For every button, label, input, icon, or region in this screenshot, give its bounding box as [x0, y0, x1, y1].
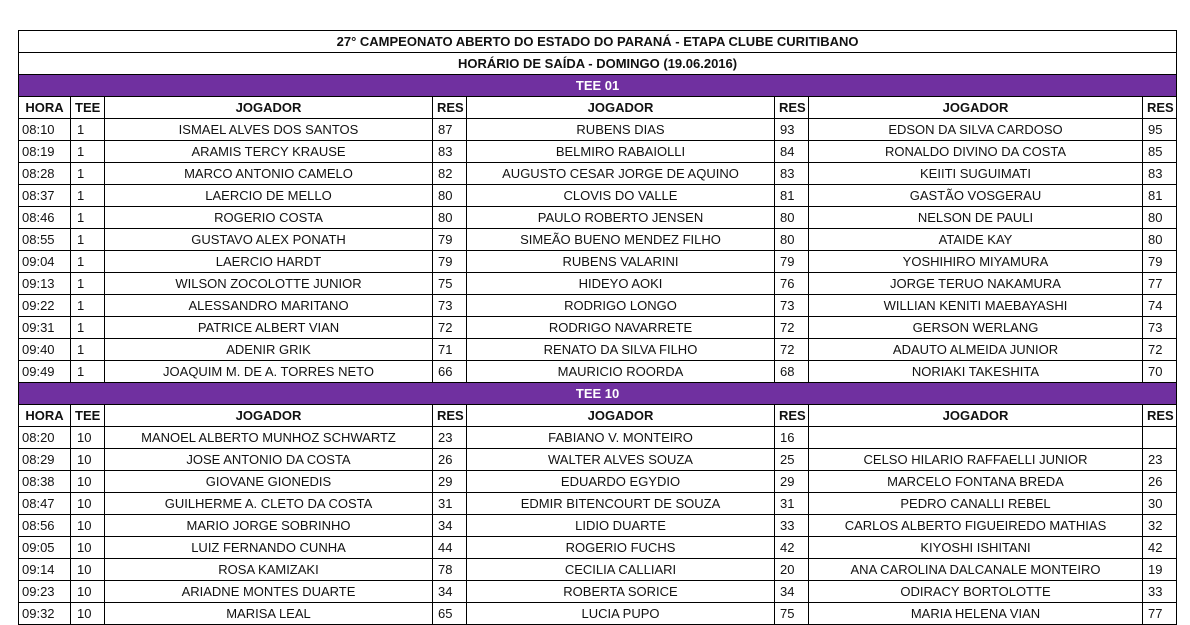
player-1-cell: LAERCIO HARDT	[105, 251, 433, 273]
result-2-cell: 80	[775, 229, 809, 251]
player-2-cell: CLOVIS DO VALLE	[467, 185, 775, 207]
page-subtitle: HORÁRIO DE SAÍDA - DOMINGO (19.06.2016)	[19, 53, 1177, 75]
header-res: RES	[775, 97, 809, 119]
result-2-cell: 29	[775, 471, 809, 493]
tee-number-cell: 1	[71, 295, 105, 317]
result-2-cell: 79	[775, 251, 809, 273]
result-3-cell: 74	[1143, 295, 1177, 317]
result-3-cell: 77	[1143, 273, 1177, 295]
player-3-cell: EDSON DA SILVA CARDOSO	[809, 119, 1143, 141]
result-3-cell: 26	[1143, 471, 1177, 493]
result-3-cell: 83	[1143, 163, 1177, 185]
result-3-cell: 23	[1143, 449, 1177, 471]
result-3-cell: 30	[1143, 493, 1177, 515]
player-2-cell: BELMIRO RABAIOLLI	[467, 141, 775, 163]
player-1-cell: GIOVANE GIONEDIS	[105, 471, 433, 493]
player-3-cell: GERSON WERLANG	[809, 317, 1143, 339]
schedule-table	[18, 30, 1177, 625]
tee-time-cell: 08:29	[19, 449, 71, 471]
table-row	[19, 185, 1177, 207]
result-3-cell: 79	[1143, 251, 1177, 273]
result-1-cell: 75	[433, 273, 467, 295]
player-3-cell: ADAUTO ALMEIDA JUNIOR	[809, 339, 1143, 361]
tee-number-cell: 10	[71, 537, 105, 559]
result-3-cell: 32	[1143, 515, 1177, 537]
tee-number-cell: 1	[71, 339, 105, 361]
tee-time-cell: 08:28	[19, 163, 71, 185]
player-1-cell: ISMAEL ALVES DOS SANTOS	[105, 119, 433, 141]
header-res: RES	[1143, 97, 1177, 119]
player-1-cell: WILSON ZOCOLOTTE JUNIOR	[105, 273, 433, 295]
result-1-cell: 34	[433, 581, 467, 603]
player-1-cell: LAERCIO DE MELLO	[105, 185, 433, 207]
player-1-cell: ROSA KAMIZAKI	[105, 559, 433, 581]
section-label: TEE 01	[19, 75, 1177, 97]
header-res: RES	[433, 97, 467, 119]
result-2-cell: 84	[775, 141, 809, 163]
table-row	[19, 229, 1177, 251]
player-1-cell: JOAQUIM M. DE A. TORRES NETO	[105, 361, 433, 383]
tee-number-cell: 1	[71, 141, 105, 163]
tee-number-cell: 1	[71, 317, 105, 339]
header-jogador: JOGADOR	[467, 405, 775, 427]
section-label: TEE 10	[19, 383, 1177, 405]
result-3-cell: 81	[1143, 185, 1177, 207]
player-1-cell: ARAMIS TERCY KRAUSE	[105, 141, 433, 163]
table-row	[19, 273, 1177, 295]
table-row	[19, 141, 1177, 163]
player-2-cell: FABIANO V. MONTEIRO	[467, 427, 775, 449]
tee-number-cell: 10	[71, 559, 105, 581]
result-1-cell: 29	[433, 471, 467, 493]
player-2-cell: MAURICIO ROORDA	[467, 361, 775, 383]
player-2-cell: RENATO DA SILVA FILHO	[467, 339, 775, 361]
tee-time-cell: 09:22	[19, 295, 71, 317]
result-2-cell: 93	[775, 119, 809, 141]
table-row	[19, 493, 1177, 515]
player-3-cell: WILLIAN KENITI MAEBAYASHI	[809, 295, 1143, 317]
tee-number-cell: 10	[71, 581, 105, 603]
result-3-cell: 19	[1143, 559, 1177, 581]
player-1-cell: GUILHERME A. CLETO DA COSTA	[105, 493, 433, 515]
result-1-cell: 82	[433, 163, 467, 185]
header-tee: TEE	[71, 97, 105, 119]
result-1-cell: 26	[433, 449, 467, 471]
result-2-cell: 31	[775, 493, 809, 515]
result-1-cell: 44	[433, 537, 467, 559]
subtitle-row	[19, 53, 1177, 75]
table-row	[19, 251, 1177, 273]
tee-time-cell: 09:05	[19, 537, 71, 559]
table-row	[19, 295, 1177, 317]
player-2-cell: ROGERIO FUCHS	[467, 537, 775, 559]
table-row	[19, 339, 1177, 361]
tee-number-cell: 1	[71, 119, 105, 141]
tee-time-cell: 09:14	[19, 559, 71, 581]
player-3-cell: CELSO HILARIO RAFFAELLI JUNIOR	[809, 449, 1143, 471]
result-1-cell: 83	[433, 141, 467, 163]
player-3-cell: ANA CAROLINA DALCANALE MONTEIRO	[809, 559, 1143, 581]
table-row	[19, 119, 1177, 141]
tee-number-cell: 1	[71, 251, 105, 273]
result-1-cell: 34	[433, 515, 467, 537]
tee-time-cell: 08:46	[19, 207, 71, 229]
result-3-cell: 77	[1143, 603, 1177, 625]
result-2-cell: 68	[775, 361, 809, 383]
result-2-cell: 25	[775, 449, 809, 471]
tee-number-cell: 10	[71, 449, 105, 471]
section-band	[19, 75, 1177, 97]
player-3-cell: ATAIDE KAY	[809, 229, 1143, 251]
tee-number-cell: 10	[71, 493, 105, 515]
table-row	[19, 471, 1177, 493]
tee-time-cell: 09:13	[19, 273, 71, 295]
tee-time-cell: 09:31	[19, 317, 71, 339]
header-hora: HORA	[19, 405, 71, 427]
player-1-cell: LUIZ FERNANDO CUNHA	[105, 537, 433, 559]
player-3-cell: PEDRO CANALLI REBEL	[809, 493, 1143, 515]
player-1-cell: JOSE ANTONIO DA COSTA	[105, 449, 433, 471]
result-2-cell: 81	[775, 185, 809, 207]
table-row	[19, 581, 1177, 603]
header-hora: HORA	[19, 97, 71, 119]
player-2-cell: RUBENS DIAS	[467, 119, 775, 141]
result-1-cell: 23	[433, 427, 467, 449]
tee-number-cell: 1	[71, 361, 105, 383]
result-2-cell: 73	[775, 295, 809, 317]
column-header-row	[19, 405, 1177, 427]
table-row	[19, 559, 1177, 581]
tee-time-cell: 09:04	[19, 251, 71, 273]
schedule-sheet	[18, 30, 1176, 625]
player-3-cell: KEIITI SUGUIMATI	[809, 163, 1143, 185]
header-jogador: JOGADOR	[809, 405, 1143, 427]
player-3-cell: JORGE TERUO NAKAMURA	[809, 273, 1143, 295]
tee-time-cell: 09:23	[19, 581, 71, 603]
result-3-cell: 70	[1143, 361, 1177, 383]
result-3-cell: 80	[1143, 229, 1177, 251]
tee-number-cell: 1	[71, 229, 105, 251]
tee-number-cell: 10	[71, 471, 105, 493]
schedule-body	[19, 31, 1177, 625]
result-3-cell: 85	[1143, 141, 1177, 163]
result-1-cell: 78	[433, 559, 467, 581]
player-1-cell: ALESSANDRO MARITANO	[105, 295, 433, 317]
tee-time-cell: 08:20	[19, 427, 71, 449]
player-3-cell: MARIA HELENA VIAN	[809, 603, 1143, 625]
player-3-cell: NORIAKI TAKESHITA	[809, 361, 1143, 383]
header-jogador: JOGADOR	[809, 97, 1143, 119]
table-row	[19, 603, 1177, 625]
player-2-cell: RODRIGO NAVARRETE	[467, 317, 775, 339]
tee-number-cell: 1	[71, 163, 105, 185]
player-3-cell: MARCELO FONTANA BREDA	[809, 471, 1143, 493]
tee-number-cell: 10	[71, 603, 105, 625]
player-2-cell: RUBENS VALARINI	[467, 251, 775, 273]
player-2-cell: HIDEYO AOKI	[467, 273, 775, 295]
result-3-cell: 73	[1143, 317, 1177, 339]
result-1-cell: 66	[433, 361, 467, 383]
result-2-cell: 72	[775, 317, 809, 339]
tee-time-cell: 09:49	[19, 361, 71, 383]
result-2-cell: 42	[775, 537, 809, 559]
tee-time-cell: 08:47	[19, 493, 71, 515]
result-3-cell	[1143, 427, 1177, 449]
result-2-cell: 75	[775, 603, 809, 625]
result-1-cell: 65	[433, 603, 467, 625]
player-3-cell: KIYOSHI ISHITANI	[809, 537, 1143, 559]
result-1-cell: 72	[433, 317, 467, 339]
tee-number-cell: 1	[71, 185, 105, 207]
tee-time-cell: 09:40	[19, 339, 71, 361]
player-2-cell: EDMIR BITENCOURT DE SOUZA	[467, 493, 775, 515]
player-2-cell: ROBERTA SORICE	[467, 581, 775, 603]
player-1-cell: MANOEL ALBERTO MUNHOZ SCHWARTZ	[105, 427, 433, 449]
player-1-cell: MARCO ANTONIO CAMELO	[105, 163, 433, 185]
tee-time-cell: 08:37	[19, 185, 71, 207]
table-row	[19, 317, 1177, 339]
player-3-cell: ODIRACY BORTOLOTTE	[809, 581, 1143, 603]
title-row	[19, 31, 1177, 53]
result-2-cell: 16	[775, 427, 809, 449]
player-1-cell: PATRICE ALBERT VIAN	[105, 317, 433, 339]
result-1-cell: 31	[433, 493, 467, 515]
player-2-cell: LUCIA PUPO	[467, 603, 775, 625]
player-1-cell: GUSTAVO ALEX PONATH	[105, 229, 433, 251]
player-3-cell	[809, 427, 1143, 449]
player-2-cell: PAULO ROBERTO JENSEN	[467, 207, 775, 229]
header-tee: TEE	[71, 405, 105, 427]
result-1-cell: 73	[433, 295, 467, 317]
player-2-cell: SIMEÃO BUENO MENDEZ FILHO	[467, 229, 775, 251]
tee-time-cell: 08:38	[19, 471, 71, 493]
player-1-cell: ROGERIO COSTA	[105, 207, 433, 229]
player-3-cell: GASTÃO VOSGERAU	[809, 185, 1143, 207]
result-1-cell: 79	[433, 251, 467, 273]
result-2-cell: 80	[775, 207, 809, 229]
player-1-cell: MARISA LEAL	[105, 603, 433, 625]
result-3-cell: 80	[1143, 207, 1177, 229]
result-1-cell: 79	[433, 229, 467, 251]
tee-time-cell: 08:19	[19, 141, 71, 163]
tee-time-cell: 09:32	[19, 603, 71, 625]
result-3-cell: 42	[1143, 537, 1177, 559]
result-2-cell: 33	[775, 515, 809, 537]
result-2-cell: 20	[775, 559, 809, 581]
result-2-cell: 76	[775, 273, 809, 295]
result-3-cell: 95	[1143, 119, 1177, 141]
result-1-cell: 80	[433, 207, 467, 229]
result-1-cell: 87	[433, 119, 467, 141]
table-row	[19, 515, 1177, 537]
table-row	[19, 427, 1177, 449]
header-res: RES	[775, 405, 809, 427]
player-2-cell: RODRIGO LONGO	[467, 295, 775, 317]
tee-time-cell: 08:56	[19, 515, 71, 537]
result-3-cell: 33	[1143, 581, 1177, 603]
column-header-row	[19, 97, 1177, 119]
player-3-cell: RONALDO DIVINO DA COSTA	[809, 141, 1143, 163]
header-jogador: JOGADOR	[105, 97, 433, 119]
result-2-cell: 83	[775, 163, 809, 185]
tee-number-cell: 10	[71, 515, 105, 537]
tee-number-cell: 10	[71, 427, 105, 449]
player-1-cell: ADENIR GRIK	[105, 339, 433, 361]
player-3-cell: YOSHIHIRO MIYAMURA	[809, 251, 1143, 273]
tee-number-cell: 1	[71, 207, 105, 229]
page-title: 27° CAMPEONATO ABERTO DO ESTADO DO PARANÁ - ETAPA CLUBE CURITIBANO	[19, 31, 1177, 53]
header-res: RES	[433, 405, 467, 427]
header-jogador: JOGADOR	[467, 97, 775, 119]
player-2-cell: WALTER ALVES SOUZA	[467, 449, 775, 471]
player-2-cell: LIDIO DUARTE	[467, 515, 775, 537]
player-3-cell: NELSON DE PAULI	[809, 207, 1143, 229]
result-2-cell: 34	[775, 581, 809, 603]
header-res: RES	[1143, 405, 1177, 427]
player-3-cell: CARLOS ALBERTO FIGUEIREDO MATHIAS	[809, 515, 1143, 537]
tee-time-cell: 08:10	[19, 119, 71, 141]
player-2-cell: AUGUSTO CESAR JORGE DE AQUINO	[467, 163, 775, 185]
table-row	[19, 361, 1177, 383]
tee-time-cell: 08:55	[19, 229, 71, 251]
table-row	[19, 537, 1177, 559]
result-2-cell: 72	[775, 339, 809, 361]
result-1-cell: 71	[433, 339, 467, 361]
table-row	[19, 449, 1177, 471]
tee-number-cell: 1	[71, 273, 105, 295]
player-2-cell: CECILIA CALLIARI	[467, 559, 775, 581]
player-2-cell: EDUARDO EGYDIO	[467, 471, 775, 493]
table-row	[19, 163, 1177, 185]
player-1-cell: MARIO JORGE SOBRINHO	[105, 515, 433, 537]
result-3-cell: 72	[1143, 339, 1177, 361]
section-band	[19, 383, 1177, 405]
player-1-cell: ARIADNE MONTES DUARTE	[105, 581, 433, 603]
result-1-cell: 80	[433, 185, 467, 207]
header-jogador: JOGADOR	[105, 405, 433, 427]
table-row	[19, 207, 1177, 229]
